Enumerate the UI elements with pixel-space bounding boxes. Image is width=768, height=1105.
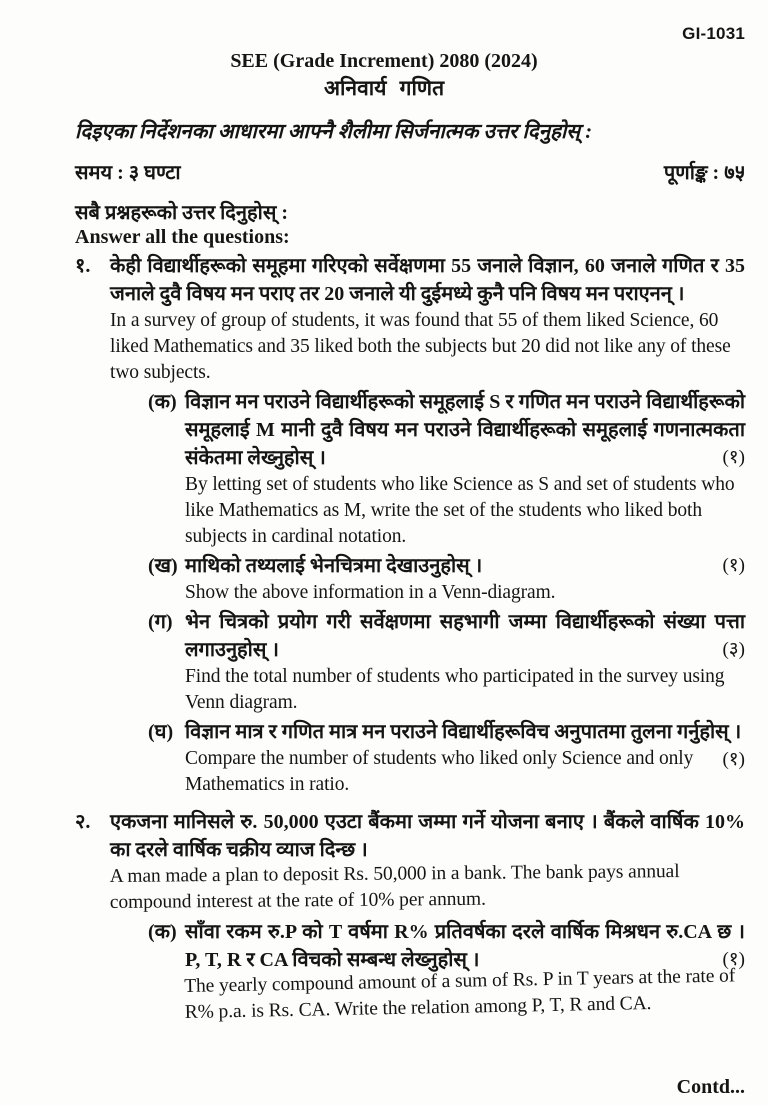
question-number: २. <box>75 811 91 833</box>
full-marks: पूर्णाङ्क : ७५ <box>663 162 745 184</box>
time-allowed: समय : ३ घण्टा <box>75 162 181 184</box>
question-stem-nepali: एकजना मानिसले रु. 50,000 एउटा बैंकमा जम्मा गर्ने योजना बनाए । बैंकले वार्षिक 10% का दरले वार्षिक चक्रीय व्याज दिन्छ । <box>110 811 745 861</box>
subquestion-label: (ख) <box>148 555 178 577</box>
subquestion-1c <box>110 608 745 716</box>
subquestion-label: (ग) <box>148 611 173 633</box>
question-stem-english: A man made a plan to deposit Rs. 50,000 in a bank. The bank pays annual compound interest at the rate of 10% per annum. <box>109 861 680 914</box>
nepali-text: माथिको तथ्यलाई भेनचित्रमा देखाउनुहोस् । <box>185 555 483 577</box>
subquestion-label: (क) <box>148 921 177 943</box>
question-stem-english: In a survey of group of students, it was found that 55 of them liked Science, 60 liked Mathematics and 35 liked both the subjects but 20 did not like any of these two subjects. <box>110 310 731 383</box>
time-marks-row <box>75 158 745 185</box>
subquestion-text-english: Find the total number of students who participated in the survey using Venn diagram. <box>185 666 725 713</box>
paper-code: GI-1031 <box>682 24 745 43</box>
nepali-text: विज्ञान मन पराउने विद्यार्थीहरूको समूहलाई S र गणित मन पराउने विद्यार्थीहरूको समूहलाई M मानी दुवै विषय मन पराउने विद्यार्थीहरूको समूहलाई गणनात्मकता संकेतमा लेख्नुहोस् । <box>185 391 745 469</box>
marks-badge: (१) <box>722 447 745 468</box>
subquestion-text-english: The yearly compound amount of a sum of Rs. P in T years at the rate of R% p.a. is Rs. CA. Write the relation among P, T, R and CA. <box>184 965 736 1024</box>
nepali-text: साँवा रकम रु.P को T वर्षमा R% प्रतिवर्षका दरले वार्षिक मिश्रधन रु.CA छ । P, T, R र CA विचको सम्बन्ध लेख्नुहोस् । <box>185 921 745 971</box>
subquestion-body <box>185 918 745 1026</box>
nepali-text: विज्ञान मात्र र गणित मात्र मन पराउने विद्यार्थीहरूविच अनुपातमा तुलना गर्नुहोस् । <box>185 721 742 743</box>
directive-nepali: सबै प्रश्नहरूको उत्तर दिनुहोस् : <box>75 202 288 224</box>
subquestion-text-nepali <box>185 608 745 664</box>
subquestion-body <box>185 388 745 550</box>
marks-badge: (१) <box>722 555 745 576</box>
question-body <box>110 808 745 1026</box>
marks-badge: (१) <box>722 949 745 970</box>
subquestion-label: (क) <box>148 391 177 413</box>
question-1 <box>75 252 745 798</box>
subquestion-body <box>185 552 745 606</box>
subquestion-2a <box>110 918 745 1026</box>
subquestion-1d <box>110 718 745 798</box>
marks-badge: (१) <box>722 749 745 770</box>
subquestion-text-nepali <box>185 718 745 770</box>
subquestion-text-english: Show the above information in a Venn-diagram. <box>185 582 556 603</box>
nepali-text: भेन चित्रको प्रयोग गरी सर्वेक्षणमा सहभागी जम्मा विद्यार्थीहरूको संख्या पत्ता लगाउनुहोस् । <box>185 611 745 661</box>
continued-indicator: Contd... <box>676 1076 745 1098</box>
question-stem-nepali: केही विद्यार्थीहरूको समूहमा गरिएको सर्वेक्षणमा 55 जनाले विज्ञान, 60 जनाले गणित र 35 जनाले दुवै विषय मन पराए तर 20 जनाले यी दुईमध्ये कुनै पनि विषय मन पराएनन् । <box>110 255 745 305</box>
creative-answer-instruction: दिइएका निर्देशनका आधारमा आफ्नै शैलीमा सिर्जनात्मक उत्तर दिनुहोस् : <box>75 121 593 143</box>
question-number: १. <box>75 255 91 277</box>
marks-badge: (३) <box>722 639 745 660</box>
question-body <box>110 252 745 798</box>
subquestion-text-nepali <box>185 552 745 580</box>
subquestion-label: (घ) <box>148 721 174 743</box>
subquestion-1b <box>110 552 745 606</box>
question-2 <box>75 808 745 1026</box>
subquestion-body <box>185 608 745 716</box>
subquestion-text-english: By letting set of students who like Science as S and set of students who like Mathematics as M, write the set of the students who liked both subjects in cardinal notation. <box>185 474 735 547</box>
paper-title: SEE (Grade Increment) 2080 (2024) <box>230 50 538 72</box>
subquestion-body <box>185 718 745 798</box>
subquestion-text-nepali <box>185 388 745 472</box>
subquestion-1a <box>110 388 745 550</box>
subquestion-text-english: Compare the number of students who liked only Science and only Mathematics in ratio. <box>185 748 694 795</box>
directive-english: Answer all the questions: <box>75 226 290 248</box>
paper-subject: अनिवार्य गणित <box>323 76 445 100</box>
